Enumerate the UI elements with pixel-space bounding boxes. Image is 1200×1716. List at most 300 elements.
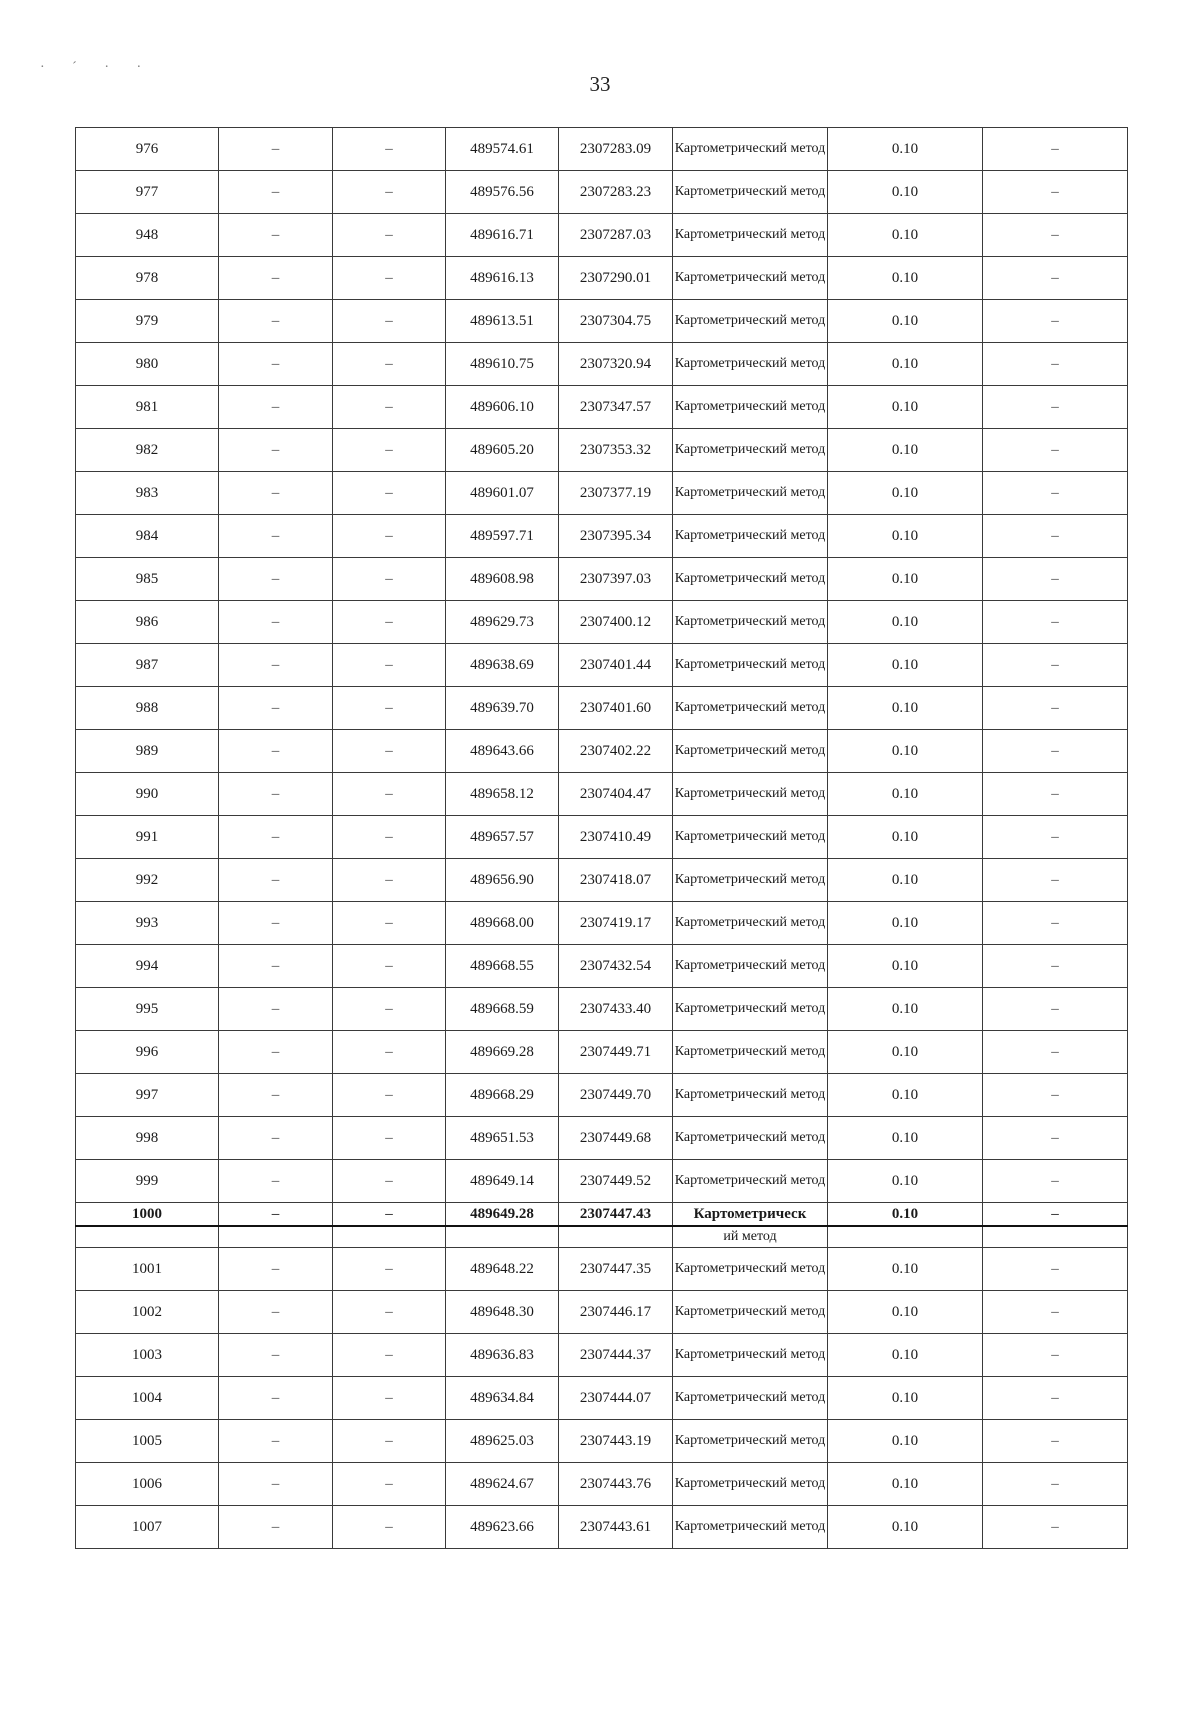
empty-dash-cell: – bbox=[983, 1031, 1128, 1074]
empty-dash-cell: – bbox=[219, 945, 333, 988]
empty-dash-cell: – bbox=[333, 214, 446, 257]
empty-cell bbox=[333, 1226, 446, 1248]
table-row bbox=[76, 902, 1128, 945]
table-row bbox=[76, 1160, 1128, 1203]
empty-dash-cell: – bbox=[219, 1334, 333, 1377]
empty-dash-cell: – bbox=[333, 859, 446, 902]
empty-dash-cell: – bbox=[333, 128, 446, 171]
coordinate-y-cell: 2307447.35 bbox=[559, 1248, 673, 1291]
coordinate-x-cell: 489648.22 bbox=[446, 1248, 559, 1291]
empty-dash-cell: – bbox=[983, 1463, 1128, 1506]
coordinate-x-cell: 489656.90 bbox=[446, 859, 559, 902]
empty-dash-cell: – bbox=[333, 343, 446, 386]
table-row bbox=[76, 1420, 1128, 1463]
table-row bbox=[76, 300, 1128, 343]
empty-dash-cell: – bbox=[983, 1291, 1128, 1334]
empty-dash-cell: – bbox=[333, 1463, 446, 1506]
table-row bbox=[76, 171, 1128, 214]
point-number-cell: 998 bbox=[76, 1117, 219, 1160]
empty-dash-cell: – bbox=[333, 1117, 446, 1160]
coordinate-x-cell: 489658.12 bbox=[446, 773, 559, 816]
empty-dash-cell: – bbox=[333, 257, 446, 300]
method-cell: Картометрический метод bbox=[673, 128, 828, 171]
point-number-cell: 997 bbox=[76, 1074, 219, 1117]
coordinate-x-cell: 489606.10 bbox=[446, 386, 559, 429]
coordinate-y-cell: 2307347.57 bbox=[559, 386, 673, 429]
coordinate-y-cell: 2307404.47 bbox=[559, 773, 673, 816]
empty-dash-cell: – bbox=[983, 558, 1128, 601]
coordinate-y-cell: 2307410.49 bbox=[559, 816, 673, 859]
point-number-cell: 987 bbox=[76, 644, 219, 687]
method-cell: Картометрический метод bbox=[673, 1031, 828, 1074]
page-number: 33 bbox=[589, 72, 611, 96]
method-cell: Картометрический метод bbox=[673, 1334, 828, 1377]
empty-dash-cell: – bbox=[219, 128, 333, 171]
coordinate-x-cell: 489610.75 bbox=[446, 343, 559, 386]
coordinate-y-cell: 2307449.68 bbox=[559, 1117, 673, 1160]
coordinate-y-cell: 2307418.07 bbox=[559, 859, 673, 902]
table-row bbox=[76, 945, 1128, 988]
empty-dash-cell: – bbox=[983, 128, 1128, 171]
point-number-cell: 948 bbox=[76, 214, 219, 257]
coordinate-y-cell: 2307443.61 bbox=[559, 1506, 673, 1549]
coordinate-x-cell: 489625.03 bbox=[446, 1420, 559, 1463]
coordinate-x-cell: 489668.59 bbox=[446, 988, 559, 1031]
empty-dash-cell: – bbox=[983, 1377, 1128, 1420]
method-cell: Картометрический метод bbox=[673, 1463, 828, 1506]
empty-dash-cell: – bbox=[333, 171, 446, 214]
point-number-cell: 986 bbox=[76, 601, 219, 644]
method-cell: Картометрический метод bbox=[673, 429, 828, 472]
coordinate-y-cell: 2307377.19 bbox=[559, 472, 673, 515]
coordinate-x-cell: 489608.98 bbox=[446, 558, 559, 601]
empty-dash-cell: – bbox=[983, 1248, 1128, 1291]
point-number-cell: 995 bbox=[76, 988, 219, 1031]
accuracy-cell: 0.10 bbox=[828, 773, 983, 816]
table-row bbox=[76, 816, 1128, 859]
empty-dash-cell: – bbox=[333, 644, 446, 687]
coordinate-y-cell: 2307419.17 bbox=[559, 902, 673, 945]
table-row bbox=[76, 386, 1128, 429]
coordinate-y-cell: 2307446.17 bbox=[559, 1291, 673, 1334]
empty-dash-cell: – bbox=[983, 386, 1128, 429]
accuracy-cell: 0.10 bbox=[828, 1074, 983, 1117]
empty-cell bbox=[446, 1226, 559, 1248]
point-number-cell: 1004 bbox=[76, 1377, 219, 1420]
empty-dash-cell: – bbox=[219, 644, 333, 687]
empty-dash-cell: – bbox=[333, 515, 446, 558]
empty-dash-cell: – bbox=[219, 171, 333, 214]
coordinate-y-cell: 2307283.09 bbox=[559, 128, 673, 171]
empty-dash-cell: – bbox=[983, 1334, 1128, 1377]
empty-dash-cell: – bbox=[333, 1377, 446, 1420]
coordinate-x-cell: 489668.29 bbox=[446, 1074, 559, 1117]
coordinate-y-cell: 2307353.32 bbox=[559, 429, 673, 472]
empty-dash-cell: – bbox=[983, 257, 1128, 300]
table-row-continuation bbox=[76, 1226, 1128, 1248]
accuracy-cell: 0.10 bbox=[828, 1377, 983, 1420]
empty-dash-cell: – bbox=[219, 343, 333, 386]
coordinate-y-cell: 2307444.07 bbox=[559, 1377, 673, 1420]
coordinate-x-cell: 489613.51 bbox=[446, 300, 559, 343]
point-number-cell: 1002 bbox=[76, 1291, 219, 1334]
table-row bbox=[76, 1117, 1128, 1160]
coordinate-x-cell: 489639.70 bbox=[446, 687, 559, 730]
accuracy-cell: 0.10 bbox=[828, 687, 983, 730]
method-cell: Картометрический метод bbox=[673, 601, 828, 644]
coordinate-y-cell: 2307449.71 bbox=[559, 1031, 673, 1074]
point-number-cell: 999 bbox=[76, 1160, 219, 1203]
empty-dash-cell: – bbox=[983, 1117, 1128, 1160]
table-row bbox=[76, 558, 1128, 601]
empty-dash-cell: – bbox=[983, 601, 1128, 644]
method-cell: Картометрический метод bbox=[673, 1248, 828, 1291]
accuracy-cell: 0.10 bbox=[828, 128, 983, 171]
empty-dash-cell: – bbox=[219, 558, 333, 601]
coordinate-x-cell: 489597.71 bbox=[446, 515, 559, 558]
method-cell: Картометрический метод bbox=[673, 472, 828, 515]
empty-cell bbox=[983, 1226, 1128, 1248]
empty-dash-cell: – bbox=[983, 773, 1128, 816]
method-cell: Картометрический метод bbox=[673, 773, 828, 816]
table-row bbox=[76, 343, 1128, 386]
method-cell: Картометрический метод bbox=[673, 1291, 828, 1334]
accuracy-cell: 0.10 bbox=[828, 1203, 983, 1227]
method-cell: Картометрический метод bbox=[673, 1117, 828, 1160]
coordinate-y-cell: 2307443.19 bbox=[559, 1420, 673, 1463]
accuracy-cell: 0.10 bbox=[828, 859, 983, 902]
empty-cell bbox=[828, 1226, 983, 1248]
method-cell: Картометрический метод bbox=[673, 257, 828, 300]
empty-dash-cell: – bbox=[983, 988, 1128, 1031]
empty-dash-cell: – bbox=[219, 1074, 333, 1117]
point-number-cell: 978 bbox=[76, 257, 219, 300]
empty-dash-cell: – bbox=[219, 859, 333, 902]
empty-dash-cell: – bbox=[219, 1291, 333, 1334]
accuracy-cell: 0.10 bbox=[828, 988, 983, 1031]
accuracy-cell: 0.10 bbox=[828, 1506, 983, 1549]
point-number-cell: 991 bbox=[76, 816, 219, 859]
coordinate-x-cell: 489643.66 bbox=[446, 730, 559, 773]
point-number-cell: 977 bbox=[76, 171, 219, 214]
method-cell: Картометрический метод bbox=[673, 859, 828, 902]
empty-dash-cell: – bbox=[219, 687, 333, 730]
empty-dash-cell: – bbox=[219, 472, 333, 515]
table-row bbox=[76, 472, 1128, 515]
empty-dash-cell: – bbox=[333, 601, 446, 644]
accuracy-cell: 0.10 bbox=[828, 601, 983, 644]
empty-dash-cell: – bbox=[219, 214, 333, 257]
method-cell: Картометрический метод bbox=[673, 214, 828, 257]
empty-cell bbox=[559, 1226, 673, 1248]
empty-dash-cell: – bbox=[983, 515, 1128, 558]
empty-dash-cell: – bbox=[219, 1117, 333, 1160]
empty-dash-cell: – bbox=[219, 902, 333, 945]
coordinate-y-cell: 2307449.52 bbox=[559, 1160, 673, 1203]
method-cell: Картометрический метод bbox=[673, 171, 828, 214]
coordinate-x-cell: 489638.69 bbox=[446, 644, 559, 687]
method-cell: Картометрический метод bbox=[673, 945, 828, 988]
table-row bbox=[76, 1031, 1128, 1074]
table-row bbox=[76, 429, 1128, 472]
point-number-cell: 989 bbox=[76, 730, 219, 773]
empty-dash-cell: – bbox=[983, 214, 1128, 257]
coordinate-x-cell: 489624.67 bbox=[446, 1463, 559, 1506]
empty-dash-cell: – bbox=[333, 1074, 446, 1117]
empty-dash-cell: – bbox=[333, 730, 446, 773]
table-row bbox=[76, 988, 1128, 1031]
point-number-cell: 983 bbox=[76, 472, 219, 515]
empty-cell bbox=[76, 1226, 219, 1248]
coordinate-y-cell: 2307397.03 bbox=[559, 558, 673, 601]
point-number-cell: 1001 bbox=[76, 1248, 219, 1291]
accuracy-cell: 0.10 bbox=[828, 386, 983, 429]
coordinate-y-cell: 2307290.01 bbox=[559, 257, 673, 300]
coordinate-x-cell: 489616.71 bbox=[446, 214, 559, 257]
table-row bbox=[76, 601, 1128, 644]
method-cell: Картометрический метод bbox=[673, 515, 828, 558]
empty-dash-cell: – bbox=[219, 1160, 333, 1203]
method-cell: Картометрический метод bbox=[673, 1420, 828, 1463]
coordinate-y-cell: 2307320.94 bbox=[559, 343, 673, 386]
coordinate-y-cell: 2307401.44 bbox=[559, 644, 673, 687]
empty-dash-cell: – bbox=[333, 300, 446, 343]
point-number-cell: 996 bbox=[76, 1031, 219, 1074]
empty-dash-cell: – bbox=[219, 1463, 333, 1506]
empty-dash-cell: – bbox=[333, 773, 446, 816]
empty-dash-cell: – bbox=[219, 1203, 333, 1227]
accuracy-cell: 0.10 bbox=[828, 816, 983, 859]
empty-dash-cell: – bbox=[219, 1377, 333, 1420]
coordinates-table bbox=[75, 127, 1128, 1549]
point-number-cell: 981 bbox=[76, 386, 219, 429]
method-cell: Картометрический метод bbox=[673, 644, 828, 687]
accuracy-cell: 0.10 bbox=[828, 214, 983, 257]
empty-dash-cell: – bbox=[983, 1506, 1128, 1549]
accuracy-cell: 0.10 bbox=[828, 1160, 983, 1203]
coordinate-x-cell: 489649.14 bbox=[446, 1160, 559, 1203]
table-row bbox=[76, 214, 1128, 257]
empty-dash-cell: – bbox=[333, 1031, 446, 1074]
method-cell: Картометрический метод bbox=[673, 343, 828, 386]
accuracy-cell: 0.10 bbox=[828, 1334, 983, 1377]
empty-dash-cell: – bbox=[333, 558, 446, 601]
accuracy-cell: 0.10 bbox=[828, 515, 983, 558]
table-body bbox=[76, 128, 1128, 1549]
empty-dash-cell: – bbox=[219, 773, 333, 816]
accuracy-cell: 0.10 bbox=[828, 945, 983, 988]
coordinate-x-cell: 489605.20 bbox=[446, 429, 559, 472]
empty-dash-cell: – bbox=[219, 1248, 333, 1291]
point-number-cell: 982 bbox=[76, 429, 219, 472]
empty-dash-cell: – bbox=[219, 988, 333, 1031]
accuracy-cell: 0.10 bbox=[828, 902, 983, 945]
empty-dash-cell: – bbox=[983, 429, 1128, 472]
empty-dash-cell: – bbox=[333, 1203, 446, 1227]
empty-dash-cell: – bbox=[333, 1334, 446, 1377]
empty-dash-cell: – bbox=[983, 945, 1128, 988]
coordinate-y-cell: 2307400.12 bbox=[559, 601, 673, 644]
method-cell: Картометрический метод bbox=[673, 1377, 828, 1420]
coordinate-x-cell: 489623.66 bbox=[446, 1506, 559, 1549]
empty-dash-cell: – bbox=[333, 1160, 446, 1203]
accuracy-cell: 0.10 bbox=[828, 472, 983, 515]
table-row bbox=[76, 687, 1128, 730]
empty-dash-cell: – bbox=[983, 644, 1128, 687]
point-number-cell: 1000 bbox=[76, 1203, 219, 1227]
empty-dash-cell: – bbox=[219, 730, 333, 773]
empty-dash-cell: – bbox=[333, 1506, 446, 1549]
empty-dash-cell: – bbox=[983, 902, 1128, 945]
table-row bbox=[76, 859, 1128, 902]
method-cell: Картометрический метод bbox=[673, 300, 828, 343]
point-number-cell: 1003 bbox=[76, 1334, 219, 1377]
accuracy-cell: 0.10 bbox=[828, 171, 983, 214]
empty-dash-cell: – bbox=[983, 730, 1128, 773]
accuracy-cell: 0.10 bbox=[828, 558, 983, 601]
empty-dash-cell: – bbox=[333, 902, 446, 945]
table-row bbox=[76, 257, 1128, 300]
coordinate-y-cell: 2307432.54 bbox=[559, 945, 673, 988]
point-number-cell: 992 bbox=[76, 859, 219, 902]
accuracy-cell: 0.10 bbox=[828, 1291, 983, 1334]
method-cell: Картометрический метод bbox=[673, 558, 828, 601]
table-row bbox=[76, 1248, 1128, 1291]
empty-dash-cell: – bbox=[219, 257, 333, 300]
empty-cell bbox=[219, 1226, 333, 1248]
empty-dash-cell: – bbox=[219, 1506, 333, 1549]
point-number-cell: 990 bbox=[76, 773, 219, 816]
empty-dash-cell: – bbox=[983, 687, 1128, 730]
coordinate-y-cell: 2307449.70 bbox=[559, 1074, 673, 1117]
coordinate-x-cell: 489601.07 bbox=[446, 472, 559, 515]
point-number-cell: 1006 bbox=[76, 1463, 219, 1506]
accuracy-cell: 0.10 bbox=[828, 429, 983, 472]
accuracy-cell: 0.10 bbox=[828, 257, 983, 300]
table-row bbox=[76, 1074, 1128, 1117]
accuracy-cell: 0.10 bbox=[828, 1031, 983, 1074]
point-number-cell: 976 bbox=[76, 128, 219, 171]
coordinate-x-cell: 489657.57 bbox=[446, 816, 559, 859]
empty-dash-cell: – bbox=[983, 859, 1128, 902]
table-row bbox=[76, 128, 1128, 171]
empty-dash-cell: – bbox=[333, 429, 446, 472]
empty-dash-cell: – bbox=[983, 1074, 1128, 1117]
point-number-cell: 979 bbox=[76, 300, 219, 343]
empty-dash-cell: – bbox=[219, 515, 333, 558]
point-number-cell: 994 bbox=[76, 945, 219, 988]
scan-artifact-marks: · ˊ · · bbox=[40, 60, 154, 75]
empty-dash-cell: – bbox=[333, 1420, 446, 1463]
empty-dash-cell: – bbox=[219, 1031, 333, 1074]
point-number-cell: 985 bbox=[76, 558, 219, 601]
method-cell: Картометрический метод bbox=[673, 816, 828, 859]
accuracy-cell: 0.10 bbox=[828, 1248, 983, 1291]
method-cell-continuation: ий метод bbox=[673, 1226, 828, 1248]
table-row bbox=[76, 1334, 1128, 1377]
table-row bbox=[76, 773, 1128, 816]
method-cell: Картометрический метод bbox=[673, 1160, 828, 1203]
point-number-cell: 988 bbox=[76, 687, 219, 730]
empty-dash-cell: – bbox=[219, 1420, 333, 1463]
empty-dash-cell: – bbox=[333, 816, 446, 859]
point-number-cell: 980 bbox=[76, 343, 219, 386]
method-cell: Картометрический метод bbox=[673, 730, 828, 773]
coordinate-y-cell: 2307283.23 bbox=[559, 171, 673, 214]
method-cell: Картометрический метод bbox=[673, 386, 828, 429]
coordinate-y-cell: 2307304.75 bbox=[559, 300, 673, 343]
accuracy-cell: 0.10 bbox=[828, 343, 983, 386]
empty-dash-cell: – bbox=[983, 1420, 1128, 1463]
method-cell: Картометрический метод bbox=[673, 988, 828, 1031]
coordinate-y-cell: 2307443.76 bbox=[559, 1463, 673, 1506]
empty-dash-cell: – bbox=[333, 687, 446, 730]
coordinate-x-cell: 489669.28 bbox=[446, 1031, 559, 1074]
method-cell: Картометрический метод bbox=[673, 1506, 828, 1549]
coordinate-y-cell: 2307287.03 bbox=[559, 214, 673, 257]
table-row bbox=[76, 1203, 1128, 1227]
accuracy-cell: 0.10 bbox=[828, 300, 983, 343]
empty-dash-cell: – bbox=[983, 816, 1128, 859]
point-number-cell: 1007 bbox=[76, 1506, 219, 1549]
coordinate-x-cell: 489576.56 bbox=[446, 171, 559, 214]
accuracy-cell: 0.10 bbox=[828, 1463, 983, 1506]
method-cell: Картометрическ bbox=[673, 1203, 828, 1227]
empty-dash-cell: – bbox=[983, 343, 1128, 386]
empty-dash-cell: – bbox=[333, 988, 446, 1031]
method-cell: Картометрический метод bbox=[673, 687, 828, 730]
method-cell: Картометрический метод bbox=[673, 1074, 828, 1117]
coordinate-x-cell: 489668.55 bbox=[446, 945, 559, 988]
coordinate-x-cell: 489649.28 bbox=[446, 1203, 559, 1227]
coordinate-x-cell: 489651.53 bbox=[446, 1117, 559, 1160]
table-row bbox=[76, 1463, 1128, 1506]
table-row bbox=[76, 1506, 1128, 1549]
empty-dash-cell: – bbox=[983, 1160, 1128, 1203]
table-row bbox=[76, 1291, 1128, 1334]
empty-dash-cell: – bbox=[219, 429, 333, 472]
coordinate-y-cell: 2307395.34 bbox=[559, 515, 673, 558]
empty-dash-cell: – bbox=[983, 171, 1128, 214]
empty-dash-cell: – bbox=[333, 472, 446, 515]
point-number-cell: 984 bbox=[76, 515, 219, 558]
empty-dash-cell: – bbox=[333, 1291, 446, 1334]
empty-dash-cell: – bbox=[333, 386, 446, 429]
coordinate-y-cell: 2307402.22 bbox=[559, 730, 673, 773]
accuracy-cell: 0.10 bbox=[828, 644, 983, 687]
table-row bbox=[76, 644, 1128, 687]
table-row bbox=[76, 515, 1128, 558]
empty-dash-cell: – bbox=[983, 300, 1128, 343]
method-cell: Картометрический метод bbox=[673, 902, 828, 945]
point-number-cell: 993 bbox=[76, 902, 219, 945]
empty-dash-cell: – bbox=[983, 1203, 1128, 1227]
empty-dash-cell: – bbox=[219, 300, 333, 343]
table-row bbox=[76, 730, 1128, 773]
coordinate-x-cell: 489668.00 bbox=[446, 902, 559, 945]
coordinate-y-cell: 2307433.40 bbox=[559, 988, 673, 1031]
empty-dash-cell: – bbox=[219, 386, 333, 429]
coordinate-x-cell: 489629.73 bbox=[446, 601, 559, 644]
coordinate-x-cell: 489636.83 bbox=[446, 1334, 559, 1377]
empty-dash-cell: – bbox=[983, 472, 1128, 515]
coordinate-x-cell: 489574.61 bbox=[446, 128, 559, 171]
accuracy-cell: 0.10 bbox=[828, 1420, 983, 1463]
point-number-cell: 1005 bbox=[76, 1420, 219, 1463]
empty-dash-cell: – bbox=[219, 601, 333, 644]
accuracy-cell: 0.10 bbox=[828, 730, 983, 773]
empty-dash-cell: – bbox=[333, 945, 446, 988]
